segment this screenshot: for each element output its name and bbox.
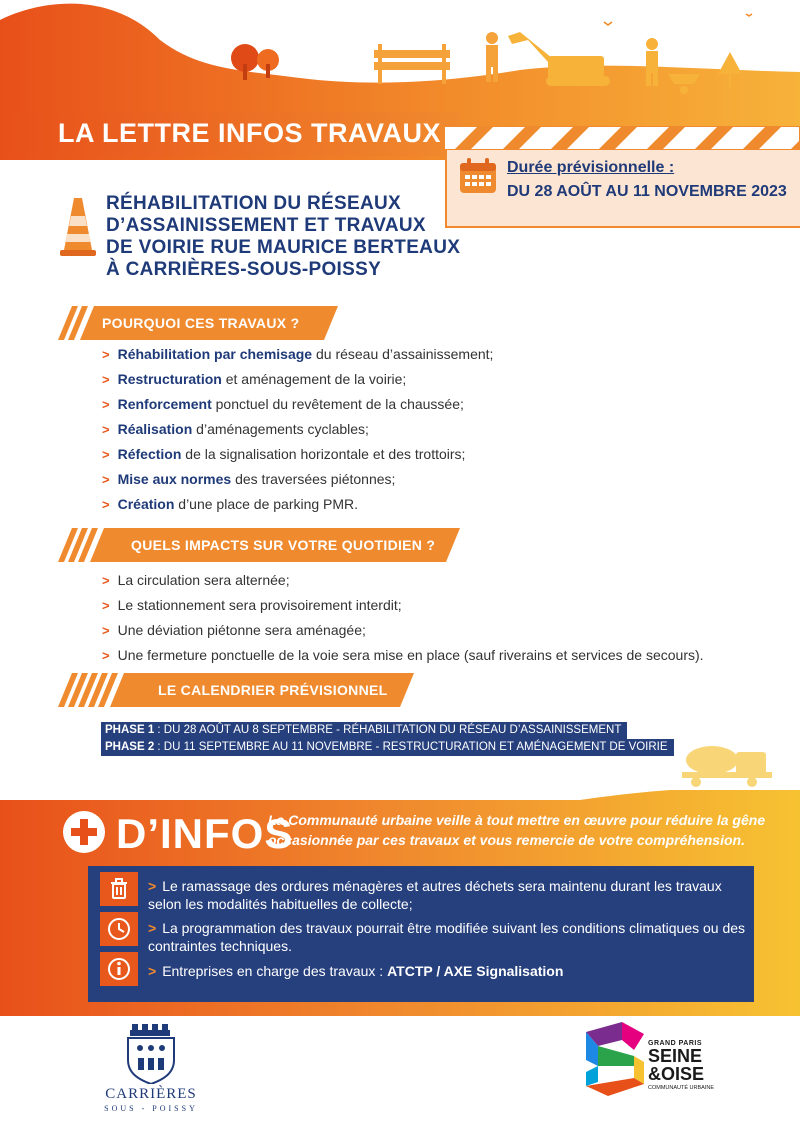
project-title-line: DE VOIRIE RUE MAURICE BERTEAUX (106, 237, 461, 258)
list-item: > Renforcement ponctuel du revêtement de la chaussée; (102, 396, 464, 412)
list-item: > Création d’une place de parking PMR. (102, 496, 359, 512)
carrieres-logo-name: CARRIÈRES (105, 1086, 197, 1102)
phase-row: PHASE 2 : DU 11 SEPTEMBRE AU 11 NOVEMBRE - RESTRUCTURATION ET AMÉNAGEMENT DE VOIRIE (101, 739, 674, 756)
carrieres-coat-of-arms-logo (118, 1024, 184, 1084)
plus-infos-title: D’INFOS (116, 810, 294, 857)
mixer-truck-illustration (672, 738, 782, 788)
info-icon (100, 952, 138, 986)
list-item: > Une fermeture ponctuelle de la voie sera mise en place (sauf riverains et services de secours). (102, 647, 704, 663)
project-title (106, 193, 460, 281)
gpso-logo-line1: SEINE (648, 1046, 703, 1066)
trash-icon (100, 872, 138, 906)
duration-label: Durée prévisionnelle : (507, 159, 675, 176)
list-item: > Une déviation piétonne sera aménagée; (102, 622, 366, 638)
project-title-line: D’ASSAINISSEMENT ET TRAVAUX (106, 215, 426, 236)
project-title-line: RÉHABILITATION DU RÉSEAUX (106, 193, 401, 214)
list-item: > Mise aux normes des traversées piétonnes; (102, 471, 396, 487)
list-item: > Le stationnement sera provisoirement interdit; (102, 597, 402, 613)
pourquoi-list (102, 344, 493, 519)
warning-stripe (444, 126, 800, 150)
plus-infos-intro: La Communauté urbaine veille à tout mettre en œuvre pour réduire la gêne occasionnée par ces travaux et vous remercie de votre compréhension. (268, 812, 766, 848)
calendar-icon (458, 157, 498, 195)
list-item: > La circulation sera alternée; (102, 572, 290, 588)
info-item: > Entreprises en charge des travaux : ATCTP / AXE Signalisation (148, 963, 564, 979)
traffic-cone-icon (60, 196, 96, 258)
gpso-logo-top: GRAND PARIS (648, 1040, 702, 1047)
list-item: > Réalisation d’aménagements cyclables; (102, 421, 369, 437)
list-item: > Réfection de la signalisation horizontale et des trottoirs; (102, 446, 466, 462)
carrieres-logo-subtitle: SOUS - POISSY (104, 1104, 198, 1113)
info-item: > Le ramassage des ordures ménagères et autres déchets sera maintenu durant les travaux selon les modalités habituelles de collecte; (148, 878, 722, 912)
impacts-list (102, 570, 704, 670)
clock-icon (100, 912, 138, 946)
gpso-logo (582, 1022, 648, 1098)
info-item: > La programmation des travaux pourrait être modifiée suivant les conditions climatiques ou des contraintes techniques. (148, 920, 746, 954)
gpso-logo-line2: &OISE (648, 1064, 705, 1084)
phase-row: PHASE 1 : DU 28 AOÛT AU 8 SEPTEMBRE - RÉHABILITATION DU RÉSEAU D’ASSAINISSEMENT (101, 722, 627, 739)
list-item: > Restructuration et aménagement de la voirie; (102, 371, 407, 387)
plus-icon (62, 810, 106, 854)
section-title-impacts: QUELS IMPACTS SUR VOTRE QUOTIDIEN ? (131, 537, 436, 553)
section-title-calendrier: LE CALENDRIER PRÉVISIONNEL (158, 682, 388, 698)
project-title-line: À CARRIÈRES-SOUS-POISSY (106, 259, 382, 280)
newsletter-title: LA LETTRE INFOS TRAVAUX (58, 118, 441, 148)
gpso-logo-subtitle: COMMUNAUTÉ URBAINE (648, 1085, 715, 1091)
list-item: > Réhabilitation par chemisage du réseau d’assainissement; (102, 346, 494, 362)
duration-dates: DU 28 AOÛT AU 11 NOVEMBRE 2023 (507, 183, 787, 200)
section-title-pourquoi: POURQUOI CES TRAVAUX ? (102, 315, 300, 331)
